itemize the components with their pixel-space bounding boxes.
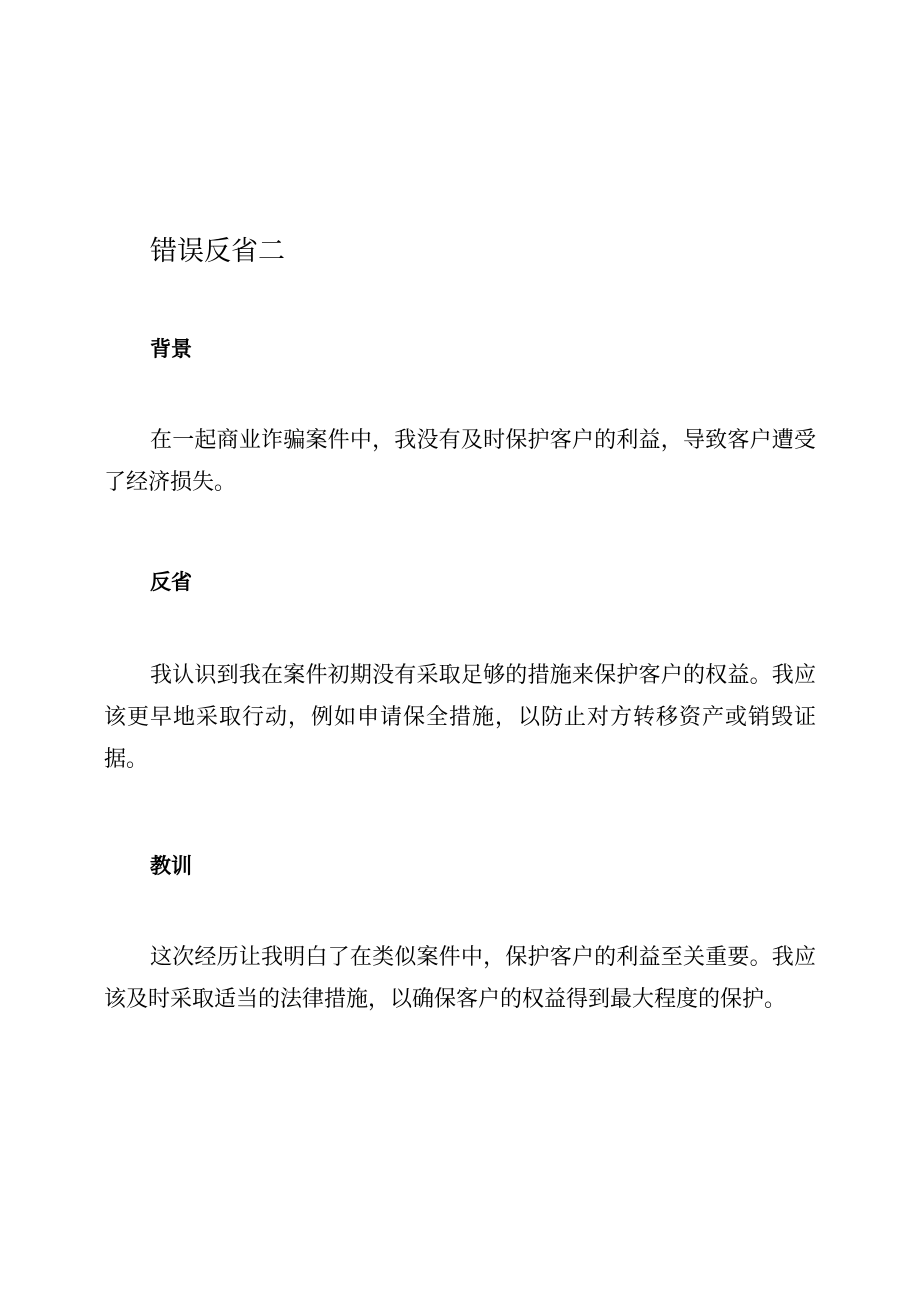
section-body-background: 在一起商业诈骗案件中，我没有及时保护客户的利益，导致客户遭受了经济损失。 (104, 428, 816, 495)
section-heading-reflection: 反省 (150, 570, 192, 594)
section-heading-background: 背景 (150, 337, 192, 361)
section-heading-lesson: 教训 (150, 854, 192, 878)
section-body-lesson: 这次经历让我明白了在类似案件中，保护客户的利益至关重要。我应该及时采取适当的法律措施，以确保客户的权益得到最大程度的保护。 (104, 945, 816, 1012)
section-body-reflection: 我认识到我在案件初期没有采取足够的措施来保护客户的权益。我应该更早地采取行动，例如申请保全措施，以防止对方转移资产或销毁证据。 (104, 663, 816, 772)
document-title: 错误反省二 (150, 236, 285, 267)
